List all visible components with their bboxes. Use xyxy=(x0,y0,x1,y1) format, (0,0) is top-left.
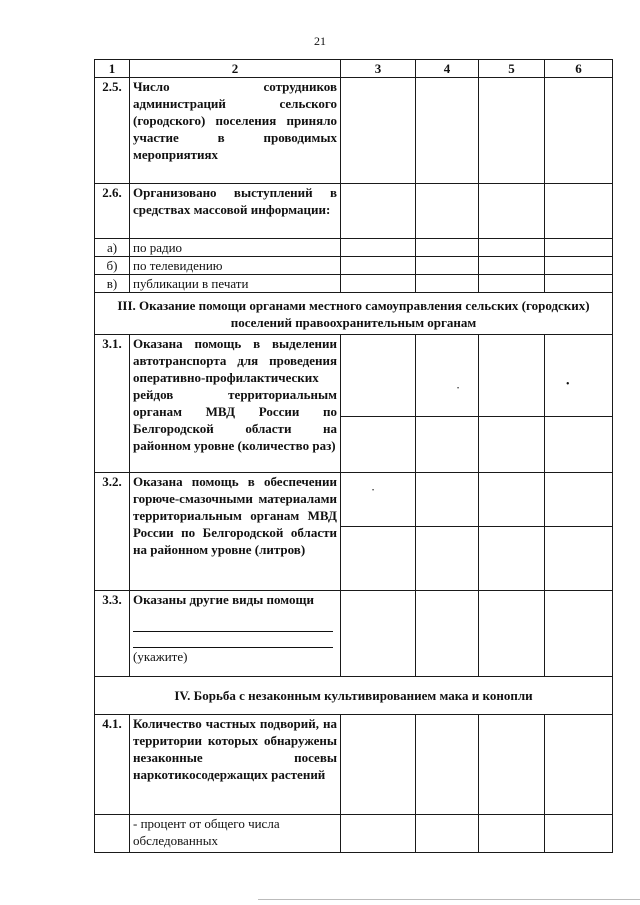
value-cell[interactable] xyxy=(479,473,545,527)
row-3-1 xyxy=(95,335,613,417)
scan-speck: • xyxy=(566,379,570,390)
row-number: а) xyxy=(95,239,130,257)
value-cell[interactable] xyxy=(416,815,479,853)
value-cell[interactable] xyxy=(341,335,416,417)
row-label: Оказана помощь в обеспечении горюче-смазочными материалами территориальным органам МВД России по Белгородской области на районном уровне (литров) xyxy=(130,473,341,591)
row-3-2 xyxy=(95,473,613,527)
value-cell[interactable] xyxy=(341,257,416,275)
value-cell[interactable] xyxy=(479,78,545,184)
row-label: по радио xyxy=(130,239,341,257)
row-2-6 xyxy=(95,184,613,239)
row-number: 2.6. xyxy=(95,184,130,239)
value-cell[interactable] xyxy=(479,591,545,677)
header-col-5: 5 xyxy=(479,60,545,78)
value-cell[interactable] xyxy=(341,184,416,239)
value-cell[interactable] xyxy=(416,335,479,417)
row-label: Организовано выступлений в средствах массовой информации: xyxy=(130,184,341,239)
value-cell[interactable] xyxy=(341,527,416,591)
value-cell[interactable] xyxy=(479,815,545,853)
value-cell[interactable] xyxy=(341,78,416,184)
row-label: Оказана помощь в выделении автотранспорта для проведения оперативно-профилактических рейдов территориальным органам МВД России по Белгородской области на районном уровне (количество раз) xyxy=(130,335,341,473)
value-cell[interactable] xyxy=(545,335,613,417)
value-cell[interactable] xyxy=(416,591,479,677)
value-cell[interactable] xyxy=(545,715,613,815)
blank-line[interactable] xyxy=(133,632,333,648)
report-table xyxy=(94,59,613,853)
row-number: 4.1. xyxy=(95,715,130,815)
value-cell[interactable] xyxy=(416,275,479,293)
row-4-1 xyxy=(95,715,613,815)
scan-speck: • xyxy=(372,488,375,494)
row-3-3 xyxy=(95,591,613,677)
value-cell[interactable] xyxy=(341,591,416,677)
value-cell[interactable] xyxy=(479,184,545,239)
row-2-5 xyxy=(95,78,613,184)
value-cell[interactable] xyxy=(479,257,545,275)
value-cell[interactable] xyxy=(479,239,545,257)
row-4-1-percent xyxy=(95,815,613,853)
value-cell[interactable] xyxy=(479,417,545,473)
section-3-row xyxy=(95,293,613,335)
value-cell[interactable] xyxy=(341,715,416,815)
row-number: б) xyxy=(95,257,130,275)
value-cell[interactable] xyxy=(479,715,545,815)
value-cell[interactable] xyxy=(479,527,545,591)
row-label: Количество частных подворий, на территории которых обнаружены незаконные посевы наркотикосодержащих растений xyxy=(130,715,341,815)
value-cell[interactable] xyxy=(341,239,416,257)
value-cell[interactable] xyxy=(416,239,479,257)
value-cell[interactable] xyxy=(341,275,416,293)
value-cell[interactable] xyxy=(545,815,613,853)
value-cell[interactable] xyxy=(479,275,545,293)
value-cell[interactable] xyxy=(416,715,479,815)
value-cell[interactable] xyxy=(416,527,479,591)
header-row xyxy=(95,60,613,78)
row-label: по телевидению xyxy=(130,257,341,275)
header-col-6: 6 xyxy=(545,60,613,78)
section-4-title: IV. Борьба с незаконным культивированием мака и конопли xyxy=(95,677,613,715)
value-cell[interactable] xyxy=(545,473,613,527)
specify-note: (укажите) xyxy=(133,649,188,664)
row-number: 2.5. xyxy=(95,78,130,184)
header-col-3: 3 xyxy=(341,60,416,78)
value-cell[interactable] xyxy=(341,417,416,473)
header-col-2: 2 xyxy=(130,60,341,78)
row-number xyxy=(95,815,130,853)
row-number: в) xyxy=(95,275,130,293)
section-4-row xyxy=(95,677,613,715)
row-2-6-c xyxy=(95,275,613,293)
row-label-cell xyxy=(130,591,341,677)
row-label: Оказаны другие виды помощи xyxy=(133,592,314,607)
row-number: 3.2. xyxy=(95,473,130,591)
value-cell[interactable] xyxy=(416,184,479,239)
value-cell[interactable] xyxy=(416,257,479,275)
section-3-title: III. Оказание помощи органами местного самоуправления сельских (городских) поселений правоохранительным органам xyxy=(95,293,613,335)
row-number: 3.3. xyxy=(95,591,130,677)
header-col-1: 1 xyxy=(95,60,130,78)
value-cell[interactable] xyxy=(416,417,479,473)
row-2-6-a xyxy=(95,239,613,257)
value-cell[interactable] xyxy=(545,275,613,293)
scan-edge-line xyxy=(258,899,640,900)
blank-line[interactable] xyxy=(133,616,333,632)
value-cell[interactable] xyxy=(416,78,479,184)
value-cell[interactable] xyxy=(416,473,479,527)
value-cell[interactable] xyxy=(545,257,613,275)
row-number: 3.1. xyxy=(95,335,130,473)
value-cell[interactable] xyxy=(545,78,613,184)
row-2-6-b xyxy=(95,257,613,275)
page-number: 21 xyxy=(314,34,326,48)
row-label: Число сотрудников администраций сельского (городского) поселения приняло участие в проводимых мероприятиях xyxy=(130,78,341,184)
value-cell[interactable] xyxy=(545,417,613,473)
value-cell[interactable] xyxy=(545,591,613,677)
value-cell[interactable] xyxy=(341,473,416,527)
value-cell[interactable] xyxy=(545,184,613,239)
value-cell[interactable] xyxy=(341,815,416,853)
header-col-4: 4 xyxy=(416,60,479,78)
value-cell[interactable] xyxy=(479,335,545,417)
row-label: публикации в печати xyxy=(130,275,341,293)
row-label: - процент от общего числа обследованных xyxy=(130,815,341,853)
value-cell[interactable] xyxy=(545,527,613,591)
scan-speck: • xyxy=(457,386,460,392)
value-cell[interactable] xyxy=(545,239,613,257)
